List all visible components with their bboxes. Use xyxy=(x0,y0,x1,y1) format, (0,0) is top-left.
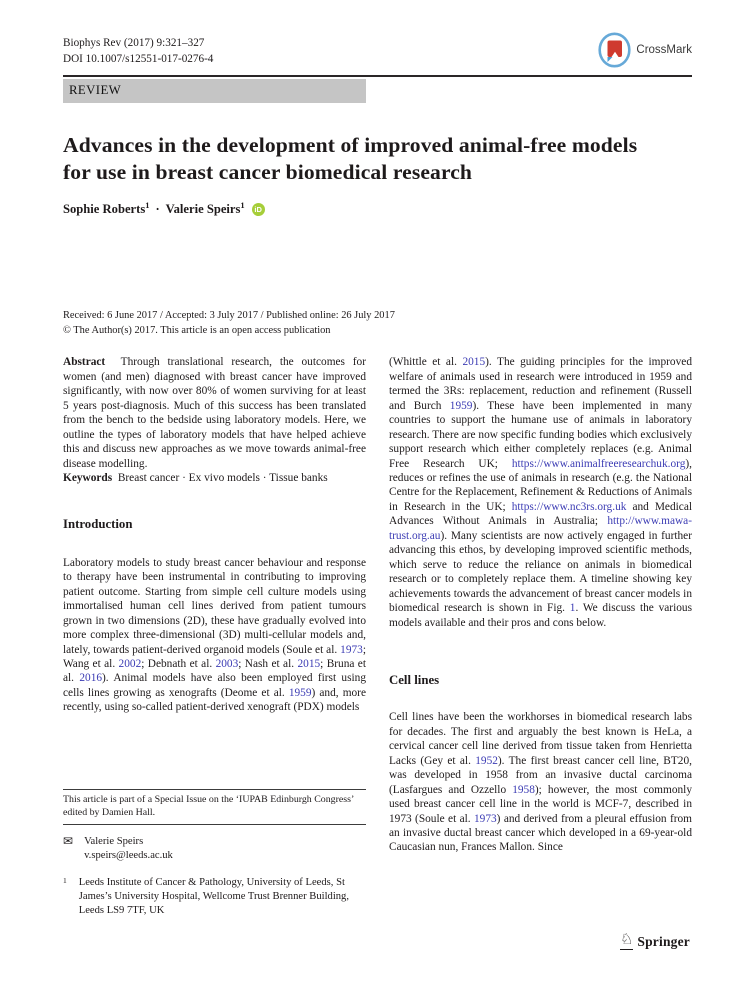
author-separator: · xyxy=(155,201,160,216)
abstract-text: Through translational research, the outcomes for women (and men) diagnosed with breast cancer have improved significantly, with now over 80% of women surviving for at least 5 years post-diagnosis. Much of this success has been translated from the bench to the bedside using laboratory models. Here, we outline the types of laboratory models that have helped achieve this and discuss new approaches as we move towards animal-free disease modelling. xyxy=(63,356,367,470)
page-footer xyxy=(63,933,692,950)
author-line xyxy=(63,199,692,217)
springer-logo xyxy=(620,933,690,950)
paragraph-text: . We discuss the various models available and their pros and cons below. xyxy=(389,602,692,629)
footnote-rule-bottom xyxy=(63,824,366,825)
page-header xyxy=(63,36,692,68)
crossmark-label: CrossMark xyxy=(636,44,692,56)
envelope-icon: ✉ xyxy=(63,833,74,848)
paragraph-text: ) and derived from a pleural effusion from an invasive ductal breast cancer which developed in a 69-year-old Caucasian nun, Frances Mallon. Since xyxy=(389,812,693,854)
keywords-text: Breast cancer · Ex vivo models · Tissue banks xyxy=(117,472,328,485)
crossmark-badge[interactable] xyxy=(598,32,692,68)
citation-link[interactable]: 1 xyxy=(569,602,576,615)
citation-link[interactable]: 1973 xyxy=(340,643,363,656)
citation-link[interactable]: 2003 xyxy=(215,657,239,670)
abstract-label: Abstract xyxy=(63,356,106,369)
cell-lines-paragraph xyxy=(389,710,692,855)
citation-link[interactable]: 1973 xyxy=(473,812,497,825)
correspondence-details xyxy=(84,835,173,863)
keywords-line xyxy=(63,471,366,485)
abstract-paragraph xyxy=(63,355,366,471)
paragraph-text: ; Debnath et al. xyxy=(141,657,216,670)
paragraph-text: ) and, more recently, using so-called patient-derived xenograft (PDX) models xyxy=(63,686,366,714)
paragraph-text: ). The first breast cancer cell line, BT20, was developed in 1958 from an invasive ductal carcinoma (Lasfargues and Ozzello xyxy=(389,754,692,796)
citation-link[interactable]: 2015 xyxy=(462,356,486,369)
paragraph-text: (Whittle et al. xyxy=(389,356,463,369)
citation-link[interactable]: 2016 xyxy=(79,672,103,685)
paragraph-text: ). The guiding principles for the improved welfare of animals used in research were introduced in 1959 and termed the 3Rs: replacement, reduction and refinement (Russell and Burch xyxy=(389,356,692,412)
author-affiliation-mark: 1 xyxy=(145,199,150,210)
paragraph-text: and Medical Advances Without Animals in Australia; xyxy=(389,500,693,528)
author-name: Valerie Speirs$^1$ xyxy=(165,199,245,216)
paragraph-text: Cell lines have been the workhorses in biomedical research labs for decades. The first and arguably the best known is HeLa, a cervical cancer cell line derived from tissue taken from Henrietta Lacks (Gey et al. xyxy=(389,711,692,767)
paragraph-text: ). Animal models have also been employed first using cells lines growing as xenografts (Deome et al. xyxy=(63,672,367,699)
footnote-text: This article is part of a Special Issue on the ‘IUPAB Edinburgh Congress’ edited by Damien Hall. xyxy=(63,794,354,819)
citation-link[interactable]: http://www.mawa-trust.org.au xyxy=(389,515,692,542)
paragraph-text: ; Nash et al. xyxy=(238,657,298,670)
orcid-icon[interactable]: iD xyxy=(252,203,265,216)
correspondence-name: Valerie Speirs xyxy=(84,835,144,847)
keywords-label: Keywords xyxy=(63,472,113,485)
publication-dates xyxy=(63,309,692,339)
citation-link[interactable]: 2002 xyxy=(118,657,142,670)
citation-link[interactable]: 1952 xyxy=(475,754,498,767)
left-column xyxy=(63,355,366,917)
springer-label: Springer xyxy=(637,933,690,949)
footnote-block xyxy=(63,789,366,917)
introduction-paragraph xyxy=(63,556,366,715)
body-paragraph xyxy=(389,355,692,630)
review-banner: REVIEW xyxy=(63,79,366,103)
two-column-body xyxy=(63,355,692,917)
article-title: Advances in the development of improved animal-free models for use in breast cancer biomedical research xyxy=(63,133,638,184)
correspondence-email[interactable]: v.speirs@leeds.ac.uk xyxy=(84,849,173,861)
journal-doi: DOI 10.1007/s12551-017-0276-4 xyxy=(63,52,214,65)
affiliation-marker: 1 xyxy=(63,876,67,886)
correspondence-block xyxy=(63,835,366,863)
copyright-line: © The Author(s) 2017. This article is an open access publication xyxy=(63,324,331,336)
citation-link[interactable]: 1959 xyxy=(288,686,312,699)
paragraph-text: ), reduces or refines the use of animals in research (e.g. the National Centre for the Replacement, Refinement & Reductions of Animals in Research in the UK; xyxy=(389,457,692,513)
paragraph-text: ). These have been implemented in many countries to support the humane use of animals in laboratory research. There are now specific funding bodies which exclusively support research which either completely replaces (e.g. Animal Free Research UK; xyxy=(389,399,692,470)
paragraph-text: Laboratory models to study breast cancer behaviour and response to therapy have been instrumental in contributing to improving patient outcome. Starting from simple cell culture models using immortalised human cell lines derived from patient tumours grown in two dimensions (2D), these have gradually evolved into more complex three-dimensional (3D) multi-cellular models and, lately, towards patient-derived organoid models (Soule et al. xyxy=(63,556,366,656)
affiliation-block xyxy=(63,876,366,917)
section-heading-introduction: Introduction xyxy=(63,517,133,532)
dates-line: Received: 6 June 2017 / Accepted: 3 July 2017 / Published online: 26 July 2017 xyxy=(63,309,395,321)
author-name: Sophie Roberts$^1$ xyxy=(63,199,150,216)
crossmark-icon xyxy=(598,32,631,68)
affiliation-text: Leeds Institute of Cancer & Pathology, University of Leeds, St James’s University Hospital, Wellcome Trust Brenner Building, Leeds LS9 7TF, UK xyxy=(78,877,350,916)
journal-citation: Biophys Rev (2017) 9:321–327 xyxy=(63,37,205,49)
citation-link[interactable]: 1958 xyxy=(512,783,535,796)
springer-knight-icon: ♘ xyxy=(619,932,634,949)
header-rule xyxy=(63,75,692,77)
paragraph-text: ); however, the most commonly used breast cancer cell line in the world is MCF-7, described in 1973 (Soule et al. xyxy=(389,783,692,825)
citation-link[interactable]: https://www.nc3rs.org.uk xyxy=(511,500,627,513)
citation-block xyxy=(63,36,213,67)
citation-link[interactable]: 1959 xyxy=(449,399,473,412)
paragraph-text: ; Wang et al. xyxy=(63,643,366,670)
author-affiliation-mark: 1 xyxy=(240,199,245,210)
citation-link[interactable]: https://www.animalfreeresearchuk.org xyxy=(511,457,686,470)
section-heading-cell-lines: Cell lines xyxy=(389,673,440,688)
paragraph-text: ). Many scientists are now actively engaged in further advancing this ethos, by developing improved scientific methods, which serve to reduce the reliance on animals in biomedical research or to completely replace them. A timeline showing key achievements towards the advancement of breast cancer models in biomedical research is shown in Fig. xyxy=(389,529,692,615)
right-column xyxy=(389,355,692,917)
paragraph-text: ; Bruna et al. xyxy=(63,657,366,685)
citation-link[interactable]: 2015 xyxy=(297,657,321,670)
